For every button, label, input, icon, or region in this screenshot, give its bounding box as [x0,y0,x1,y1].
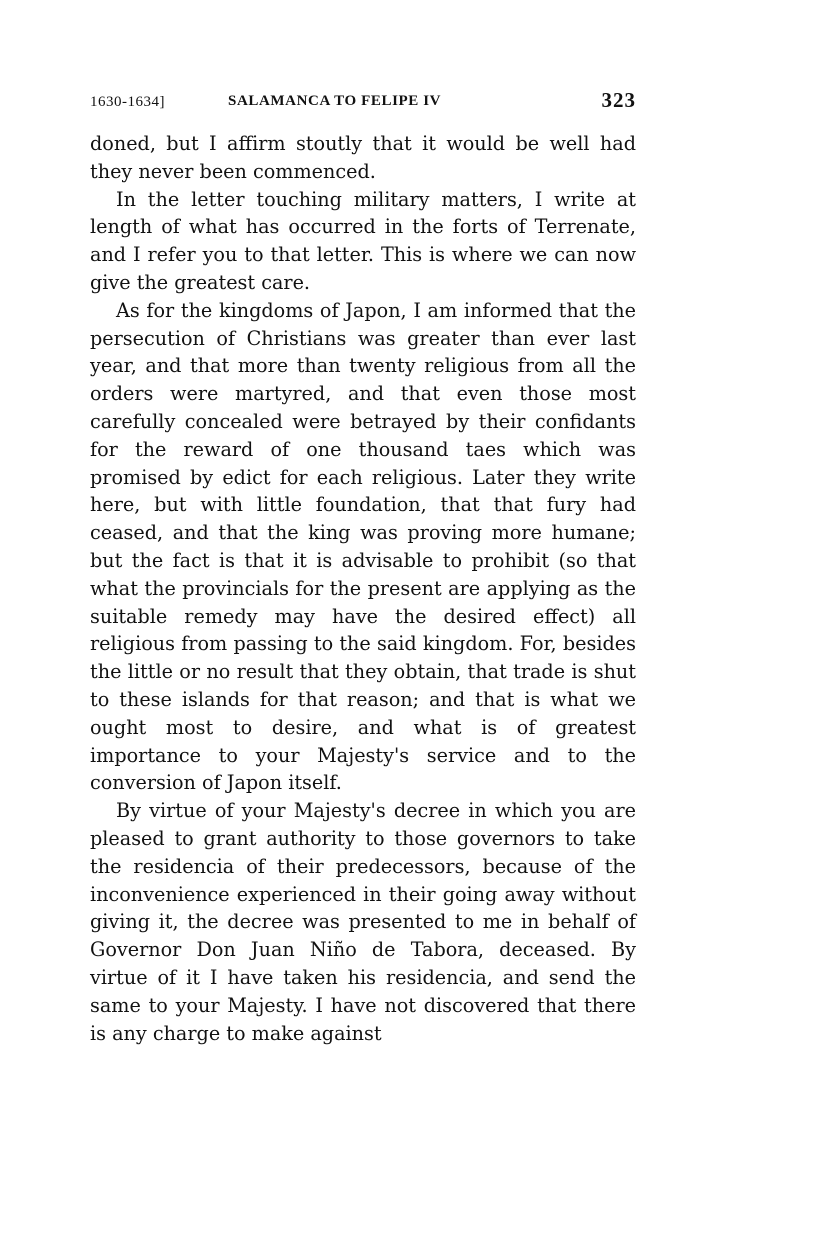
page-number: 323 [601,88,636,112]
paragraph-military-matters: In the letter touching military matters, I write at length of what has occurred in the forts of Terrenate, and I refer you to that letter. This is where we can now give the greatest care. [90,187,636,294]
header-years: 1630-1634] [90,94,165,110]
paragraph-continuation: doned, but I affirm stoutly that it would be well had they never been commenced. [90,132,636,183]
body-text [90,130,636,1047]
running-title: SALAMANCA TO FELIPE IV [228,93,442,109]
paragraph-japon: As for the kingdoms of Japon, I am informed that the persecution of Christians was greater than ever last year, and that more than twenty religious from all the orders were martyred, and that even those most carefully concealed were betrayed by their confidants for the reward of one thousand taes which was promised by edict for each religious. Later they write here, but with little foundation, that that fury had ceased, and that the king was proving more humane; but the fact is that it is advisable to prohibit (so that what the provincials for the present are applying as the suitable remedy may have the desired effect) all religious from passing to the said kingdom. For, besides the little or no result that they obtain, that trade is shut to these islands for that reason; and that is what we ought most to desire, and what is of greatest importance to your Majesty's service and to the conversion of Japon itself. [90,298,636,795]
page-header [90,88,636,120]
book-page [90,88,636,1047]
paragraph-residencia: By virtue of your Majesty's decree in which you are pleased to grant authority to those governors to take the residencia of their predecessors, because of the inconvenience experienced in their going away without giving it, the decree was presented to me in behalf of Governor Don Juan Niño de Tabora, deceased. By virtue of it I have taken his residencia, and send the same to your Majesty. I have not discovered that there is any charge to make against [90,799,636,1045]
